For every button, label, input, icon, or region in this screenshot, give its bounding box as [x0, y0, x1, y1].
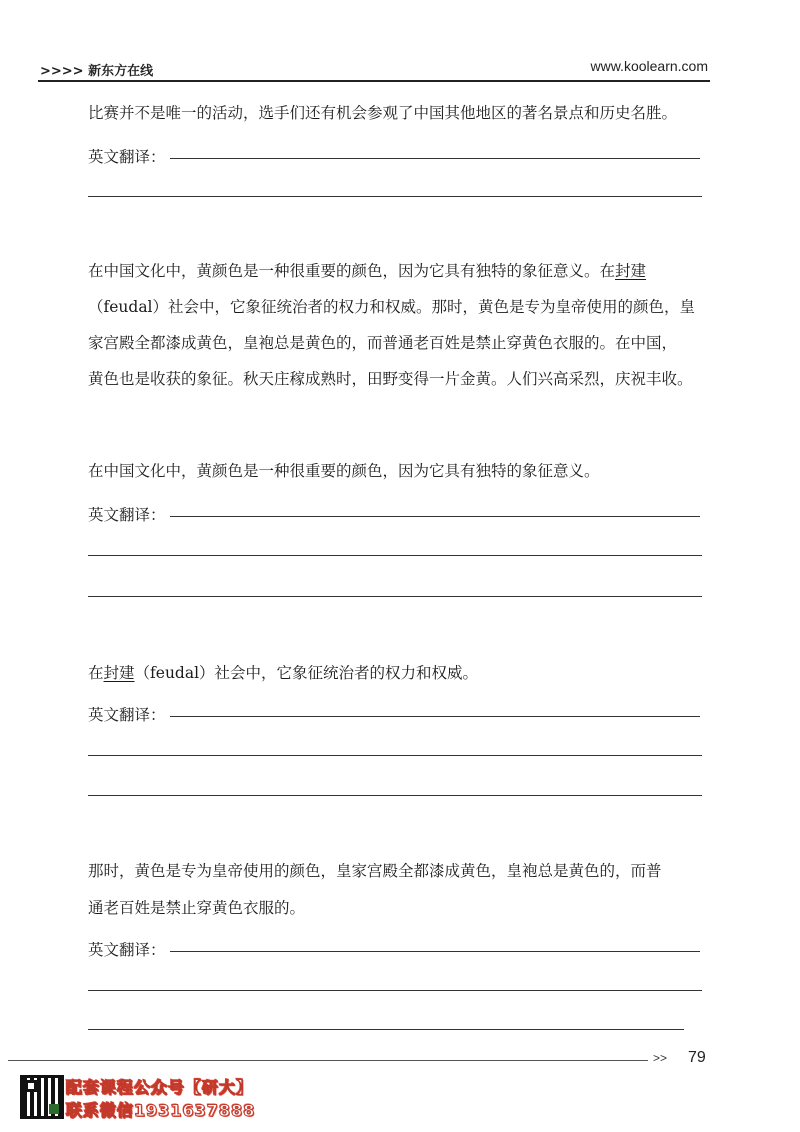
footer-divider: [8, 1060, 648, 1061]
answer-line[interactable]: [170, 516, 700, 517]
passage-line-2: （feudal）社会中，它象征统治者的权力和权威。那时，黄色是专为皇帝使用的颜色，皇: [88, 298, 696, 316]
translation-label-1: 英文翻译：: [88, 506, 166, 524]
sentence-2: 在封建（feudal）社会中，它象征统治者的权力和权威。: [88, 664, 479, 682]
passage: [88, 253, 718, 397]
sentence-0: 比赛并不是唯一的活动，选手们还有机会参观了中国其他地区的著名景点和历史名胜。: [88, 104, 678, 122]
page-number: 79: [688, 1049, 706, 1066]
qr-code-icon: [20, 1075, 64, 1119]
answer-line[interactable]: [88, 990, 702, 991]
passage-line-4: 黄色也是收获的象征。秋天庄稼成熟时，田野变得一片金黄。人们兴高采烈，庆祝丰收。: [88, 370, 693, 388]
answer-line[interactable]: [88, 795, 702, 796]
header-divider: [38, 80, 710, 82]
translation-label-3: 英文翻译：: [88, 941, 166, 959]
sentence-1: 在中国文化中，黄颜色是一种很重要的颜色，因为它具有独特的象征意义。: [88, 462, 600, 480]
sentence-3-line-2: 通老百姓是禁止穿黄色衣服的。: [88, 899, 306, 917]
passage-line-3: 家宫殿全都漆成黄色，皇袍总是黄色的，而普通老百姓是禁止穿黄色衣服的。在中国，: [88, 334, 678, 352]
answer-line[interactable]: [88, 596, 702, 597]
underlined-term: 封建: [103, 664, 135, 682]
footer-arrows: >>: [653, 1051, 668, 1065]
answer-line[interactable]: [170, 158, 700, 159]
answer-line[interactable]: [170, 716, 700, 717]
passage-line-1: 在中国文化中，黄颜色是一种很重要的颜色，因为它具有独特的象征意义。在封建: [88, 262, 647, 280]
sentence-3-line-1: 那时，黄色是专为皇帝使用的颜色，皇家宫殿全都漆成黄色，皇袍总是黄色的，而普: [88, 862, 662, 880]
answer-line[interactable]: [88, 1029, 684, 1030]
answer-line[interactable]: [88, 755, 702, 756]
answer-line[interactable]: [88, 555, 702, 556]
brand-label: >>>> 新东方在线: [40, 64, 154, 79]
translation-label-2: 英文翻译：: [88, 706, 166, 724]
promo-stamp-line-2: 联系微信1931637888: [66, 1101, 256, 1120]
answer-line[interactable]: [170, 951, 700, 952]
promo-stamp-line-1: 配套课程公众号【研大】: [66, 1078, 254, 1097]
underlined-term: 封建: [615, 262, 647, 280]
website-url: www.koolearn.com: [590, 58, 708, 74]
answer-line[interactable]: [88, 196, 702, 197]
translation-label-0: 英文翻译：: [88, 148, 166, 166]
